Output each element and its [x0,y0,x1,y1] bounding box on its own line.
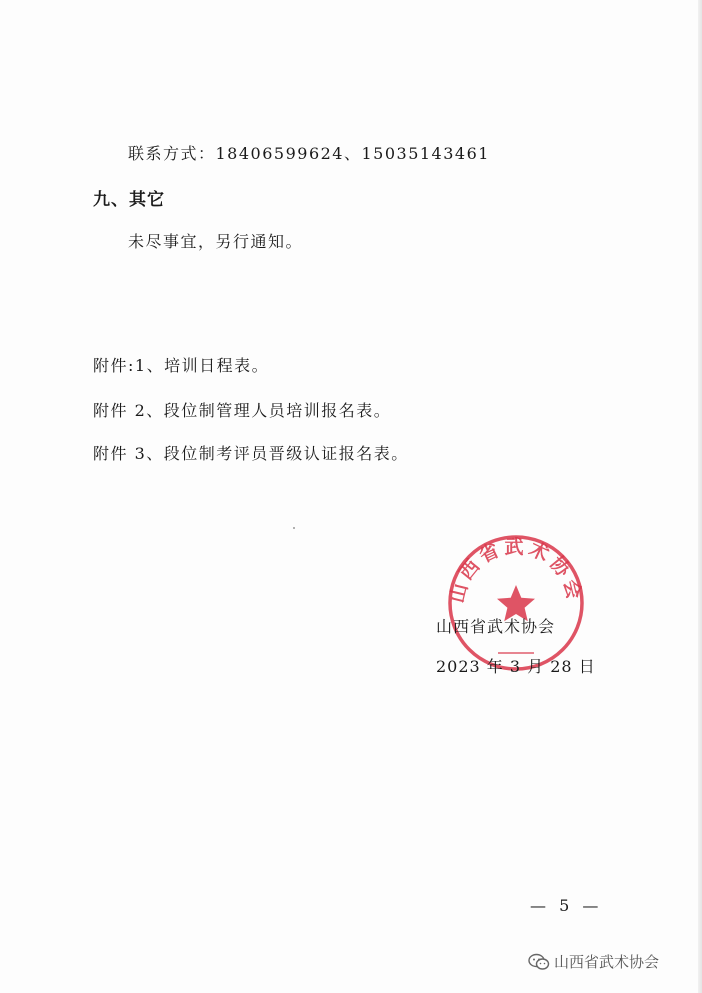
svg-text:山西省武术协会: 山西省武术协会 [446,536,586,606]
page-number: — 5 — [530,896,603,915]
section-heading: 九、其它 [93,190,165,210]
scan-speck [293,527,295,529]
contact-line: 联系方式：18406599624、15035143461 [128,144,490,163]
source-watermark [528,951,659,972]
attachment-2: 附件 2、段位制管理人员培训报名表。 [93,401,392,420]
attachment-1: 附件:1、培训日程表。 [93,356,270,375]
signature-date: 2023 年 3 月 28 日 [436,657,596,676]
page-edge [698,0,702,993]
other-text: 未尽事宜，另行通知。 [128,232,304,251]
watermark-text: 山西省武术协会 [554,953,660,971]
attachment-3: 附件 3、段位制考评员晋级认证报名表。 [93,444,409,463]
official-seal [446,533,586,673]
wechat-icon [528,953,550,971]
signature-organization: 山西省武术协会 [436,617,556,636]
